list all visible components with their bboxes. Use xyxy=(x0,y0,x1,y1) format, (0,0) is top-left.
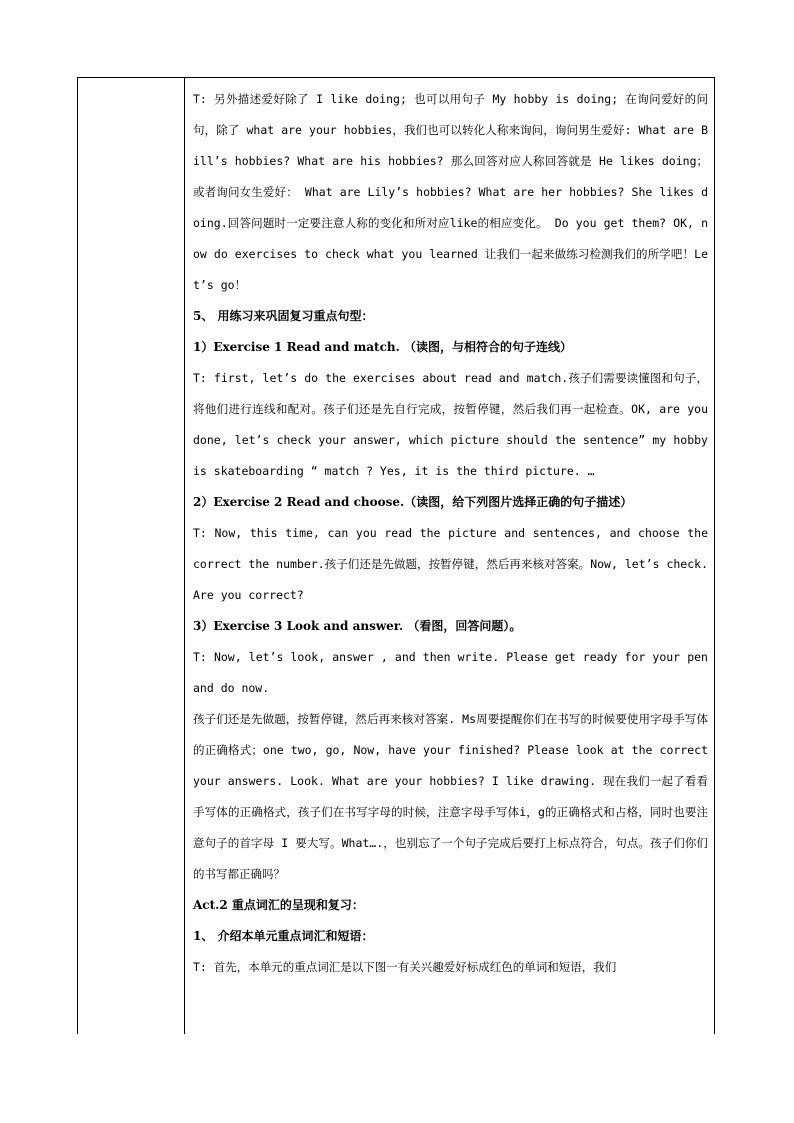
exercise-1-title: 1）Exercise 1 Read and match. （读图，与相符合的句子连线） xyxy=(193,340,572,354)
paragraph-handwriting: 孩子们还是先做题，按暂停键，然后再来核对答案. Ms周要提醒你们在书写的时候要使用字母手写体的正确格式；one two, go, Now, have your finished? Please look at the correct your answers. Look. What are your hobbies? I like drawing. 现在我们一起了看看手写体的正确格式，孩子们在书写字母的时候，注意字母手写体i，g的正确格式和占格，同时也要注意句子的首字母 I 要大写。What….，也别忘了一个句子完成后要打上标点符合，句点。孩子们你们的书写都正确吗？ xyxy=(193,712,708,881)
table-left-column xyxy=(78,78,185,1034)
paragraph-exercise-1: T: first, let’s do the exercises about read and match.孩子们需要读懂图和句子，将他们进行连线和配对。孩子们还是先自行完成，按暂停键，然后我们再一起检查。OK, are you done, let’s check your answer, which picture should the sentence” my hobby is skateboarding “ match ? Yes, it is the third picture. … xyxy=(193,371,708,478)
section-heading-sentence-practice: 5、 用练习来巩固复习重点句型： xyxy=(193,309,374,323)
lesson-table xyxy=(77,77,715,1034)
act-2-title: Act.2 重点词汇的呈现和复习： xyxy=(193,898,364,912)
table-content-cell xyxy=(185,78,714,1034)
exercise-3-title: 3）Exercise 3 Look and answer. （看图，回答问题）。 xyxy=(193,619,522,633)
paragraph-vocabulary-intro: T: 首先，本单元的重点词汇是以下图一有关兴趣爱好标成红色的单词和短语，我们 xyxy=(193,960,617,974)
paragraph-exercise-2: T: Now, this time, can you read the picture and sentences, and choose the correct the number.孩子们还是先做题，按暂停键，然后再来核对答案。Now, let’s check. Are you correct? xyxy=(193,526,708,602)
section-heading-vocabulary: 1、 介绍本单元重点词汇和短语： xyxy=(193,929,374,943)
paragraph-exercise-3: T: Now, let’s look, answer , and then write. Please get ready for your pen and do now. xyxy=(193,650,708,695)
paragraph-hobby-questions: T: 另外描述爱好除了 I like doing; 也可以用句子 My hobby is doing; 在询问爱好的问句，除了 what are your hobbies，我们也可以转化人称来询问，询问男生爱好: What are Bill’s hobbies? What are his hobbies? 那么回答对应人称回答就是 He likes doing；或者询问女生爱好： What are Lily’s hobbies? What are her hobbies? She likes doing.回答问题时一定要注意人称的变化和所对应like的相应变化。 Do you get them? OK, now do exercises to check what you learned 让我们一起来做练习检测我们的所学吧！Let’s go！ xyxy=(193,92,708,292)
exercise-2-title: 2）Exercise 2 Read and choose.（读图，给下列图片选择正确的句子描述） xyxy=(193,495,633,509)
